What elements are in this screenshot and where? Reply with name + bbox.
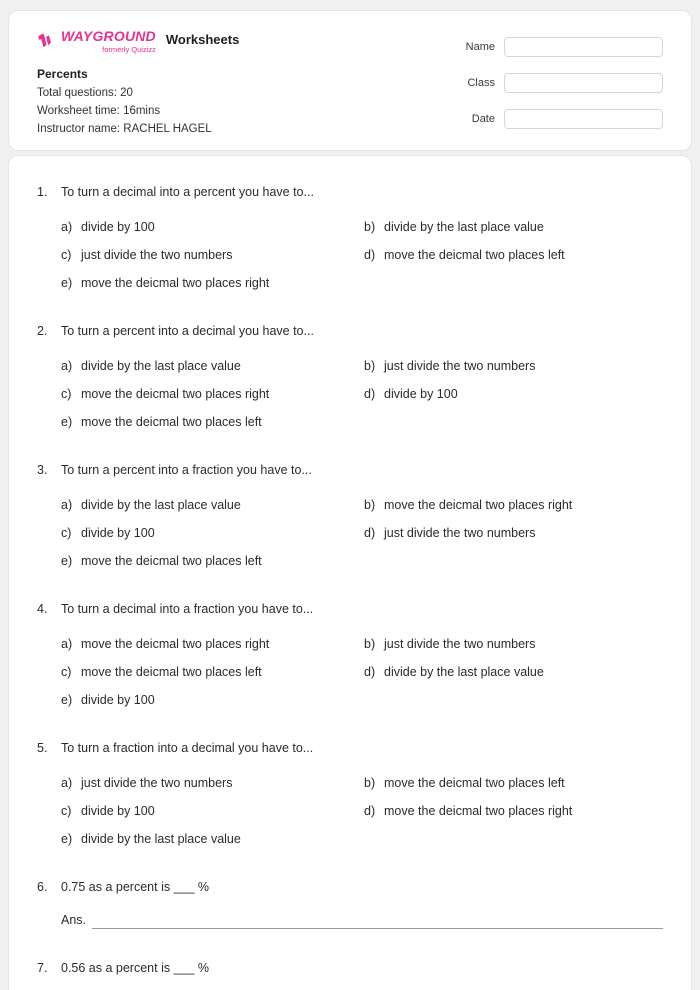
question-text: To turn a decimal into a percent you have to... [61,185,314,199]
student-fields [466,37,663,136]
option-letter: d) [364,526,376,540]
worksheet-header [8,10,692,151]
answer-option [364,635,663,653]
options-grid [61,496,663,570]
name-field-row [466,37,663,57]
option-letter: a) [61,498,73,512]
answer-option [61,218,364,236]
answer-option [61,274,364,292]
option-letter: e) [61,415,73,429]
answer-option [364,496,663,514]
answer-option [61,496,364,514]
questions-list [37,183,663,977]
question-row [37,183,663,201]
brand-name: WAYGROUND [61,28,156,44]
option-letter: c) [61,804,72,818]
worksheet-body [8,155,692,990]
question-number: 6. [37,880,48,894]
answer-option [61,385,364,403]
option-text: move the deicmal two places left [384,776,565,790]
option-letter: a) [61,637,73,651]
worksheet-title: Percents [37,67,88,81]
question-row [37,461,663,479]
option-text: divide by the last place value [81,832,241,846]
instructor-name: Instructor name: RACHEL HAGEL [37,123,212,135]
answer-option [61,774,364,792]
option-letter: a) [61,776,73,790]
option-text: move the deicmal two places left [81,554,262,568]
answer-row [61,911,663,929]
question-number: 3. [37,463,48,477]
option-text: move the deicmal two places right [384,804,573,818]
option-text: just divide the two numbers [81,776,233,790]
answer-option [61,635,364,653]
option-text: move the deicmal two places left [81,665,262,679]
answer-option [61,830,364,848]
question-text: To turn a percent into a fraction you have to... [61,463,312,477]
option-letter: c) [61,248,72,262]
question-row [37,322,663,340]
option-text: divide by 100 [81,693,155,707]
question-block [37,739,663,848]
option-text: move the deicmal two places right [81,276,270,290]
answer-option [61,413,364,431]
options-grid [61,774,663,848]
question-block [37,878,663,929]
answer-option [61,552,364,570]
name-field-label: Name [465,41,495,53]
worksheet-meta [37,67,239,136]
options-grid [61,218,663,292]
product-title: Worksheets [165,32,240,47]
answer-label: Ans. [61,913,87,927]
worksheet-time: Worksheet time: 16mins [37,105,161,117]
answer-option [364,357,663,375]
option-letter: b) [364,220,376,234]
option-text: divide by 100 [384,387,458,401]
answer-option [61,663,364,681]
answer-option [61,691,364,709]
option-letter: d) [364,248,376,262]
option-letter: b) [364,637,376,651]
brand-subtitle: formerly Quizizz [102,45,156,54]
option-letter: b) [364,359,376,373]
option-text: divide by 100 [81,220,155,234]
option-text: divide by the last place value [384,665,544,679]
answer-option [61,357,364,375]
question-number: 5. [37,741,48,755]
question-block [37,959,663,977]
option-letter: b) [364,498,376,512]
question-row [37,739,663,757]
option-letter: d) [364,804,376,818]
option-text: move the deicmal two places right [384,498,573,512]
option-text: just divide the two numbers [384,526,536,540]
option-letter: e) [61,554,73,568]
class-input[interactable] [504,73,663,93]
question-number: 7. [37,961,48,975]
option-text: divide by 100 [81,804,155,818]
total-questions: Total questions: 20 [37,87,133,99]
option-text: move the deicmal two places right [81,387,270,401]
answer-option [364,385,663,403]
date-input[interactable] [504,109,663,129]
option-letter: e) [61,832,73,846]
question-number: 4. [37,602,48,616]
question-text: To turn a fraction into a decimal you have to... [61,741,314,755]
answer-option [364,524,663,542]
options-grid [61,357,663,431]
question-row [37,959,663,977]
question-block [37,183,663,292]
option-text: just divide the two numbers [384,359,536,373]
answer-option [61,802,364,820]
answer-option [364,774,663,792]
option-letter: c) [61,665,72,679]
option-letter: d) [364,387,376,401]
answer-option [61,524,364,542]
answer-option [364,218,663,236]
question-row [37,600,663,618]
logo-row [37,29,239,54]
option-letter: e) [61,276,73,290]
answer-option [61,246,364,264]
option-text: move the deicmal two places left [81,415,262,429]
option-letter: a) [61,220,73,234]
question-number: 1. [37,185,48,199]
question-text: 0.75 as a percent is ___ % [61,880,210,894]
class-field-label: Class [467,77,495,89]
option-text: divide by the last place value [384,220,544,234]
question-block [37,461,663,570]
wayground-logo-icon [37,31,57,49]
option-text: divide by 100 [81,526,155,540]
question-row [37,878,663,896]
option-letter: a) [61,359,73,373]
option-text: divide by the last place value [81,359,241,373]
answer-option [364,663,663,681]
options-grid [61,635,663,709]
option-text: just divide the two numbers [384,637,536,651]
option-text: just divide the two numbers [81,248,233,262]
date-field-row [466,109,663,129]
option-letter: d) [364,665,376,679]
answer-option [364,246,663,264]
option-letter: c) [61,526,72,540]
question-text: To turn a decimal into a fraction you have to... [61,602,314,616]
header-left [37,29,239,136]
option-letter: b) [364,776,376,790]
question-block [37,322,663,431]
logo-text [61,29,156,54]
question-text: 0.56 as a percent is ___ % [61,961,210,975]
class-field-row [466,73,663,93]
option-text: move the deicmal two places right [81,637,270,651]
option-text: move the deicmal two places left [384,248,565,262]
answer-option [364,802,663,820]
option-letter: c) [61,387,72,401]
name-input[interactable] [504,37,663,57]
answer-blank-line [92,915,663,929]
option-letter: e) [61,693,73,707]
question-number: 2. [37,324,48,338]
date-field-label: Date [471,113,495,125]
option-text: divide by the last place value [81,498,241,512]
question-block [37,600,663,709]
question-text: To turn a percent into a decimal you have to... [61,324,314,338]
